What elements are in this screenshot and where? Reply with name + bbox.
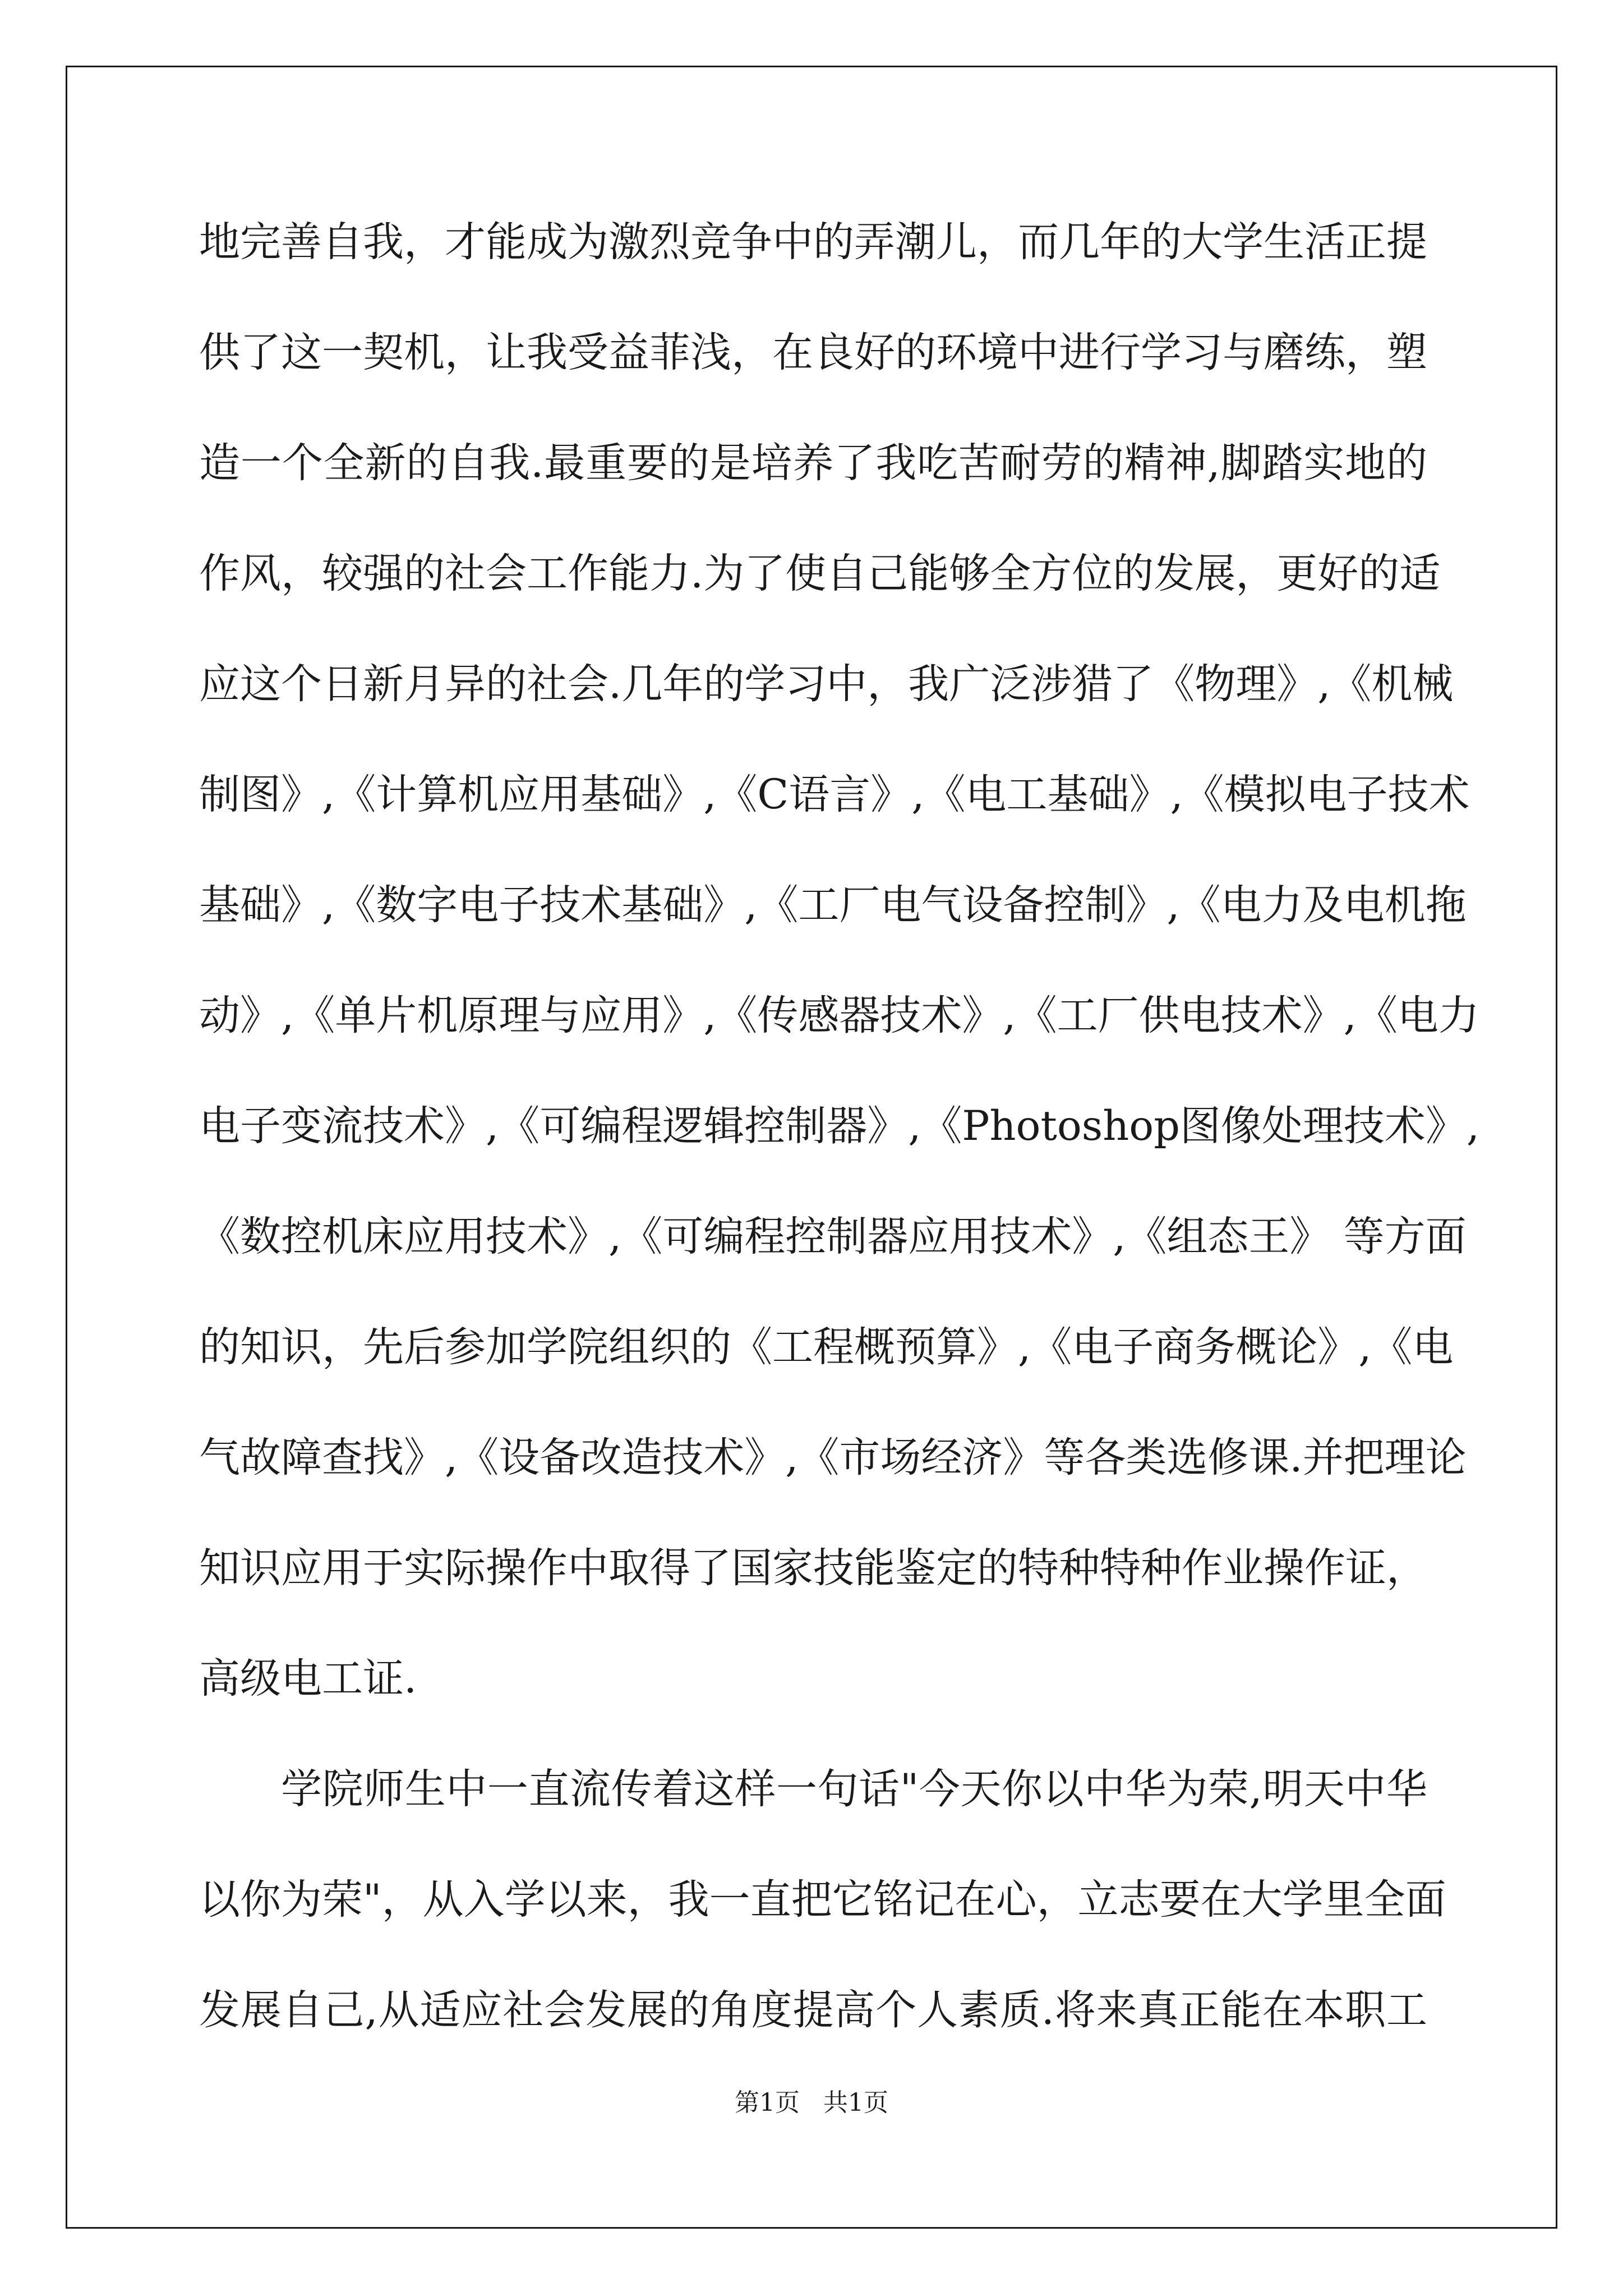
text-line: 电子变流技术》,《可编程逻辑控制器》,《Photoshop图像处理技术》,: [199, 1102, 1480, 1150]
text-line: 供了这一契机，让我受益菲浅，在良好的环境中进行学习与磨练，塑: [199, 329, 1427, 376]
text-line: 动》,《单片机原理与应用》,《传感器技术》,《工厂供电技术》,《电力: [199, 992, 1479, 1039]
text-line: 知识应用于实际操作中取得了国家技能鉴定的特种特种作业操作证，: [199, 1544, 1427, 1592]
text-line: 作风，较强的社会工作能力.为了使自己能够全方位的发展，更好的适: [199, 550, 1441, 597]
text-line: 应这个日新月异的社会.几年的学习中，我广泛涉猎了《物理》,《机械: [199, 660, 1454, 708]
text-line: 的知识，先后参加学院组织的《工程概预算》,《电子商务概论》,《电: [199, 1323, 1454, 1371]
text-line: 《数控机床应用技术》,《可编程控制器应用技术》,《组态王》 等方面: [199, 1213, 1467, 1260]
text-line: 学院师生中一直流传着这样一句话"今天你以中华为荣,明天中华: [281, 1765, 1427, 1813]
text-line: 造一个全新的自我.最重要的是培养了我吃苦耐劳的精神,脚踏实地的: [199, 439, 1427, 487]
text-line: 发展自己,从适应社会发展的角度提高个人素质.将来真正能在本职工: [199, 1986, 1427, 2034]
page-number-footer: 第1页 共1页: [735, 2088, 888, 2117]
text-line: 以你为荣"，从入学以来，我一直把它铭记在心，立志要在大学里全面: [199, 1876, 1446, 1924]
text-line: 制图》,《计算机应用基础》,《C语言》,《电工基础》,《模拟电子技术: [199, 771, 1470, 818]
text-line: 基础》,《数字电子技术基础》,《工厂电气设备控制》,《电力及电机拖: [199, 881, 1467, 929]
text-line: 高级电工证.: [199, 1655, 417, 1703]
document-body: [199, 218, 1480, 2100]
text-line: 气故障查找》,《设备改造技术》,《市场经济》等各类选修课.并把理论: [199, 1434, 1467, 1481]
text-line: 地完善自我，才能成为激烈竞争中的弄潮儿，而几年的大学生活正提: [199, 218, 1427, 266]
